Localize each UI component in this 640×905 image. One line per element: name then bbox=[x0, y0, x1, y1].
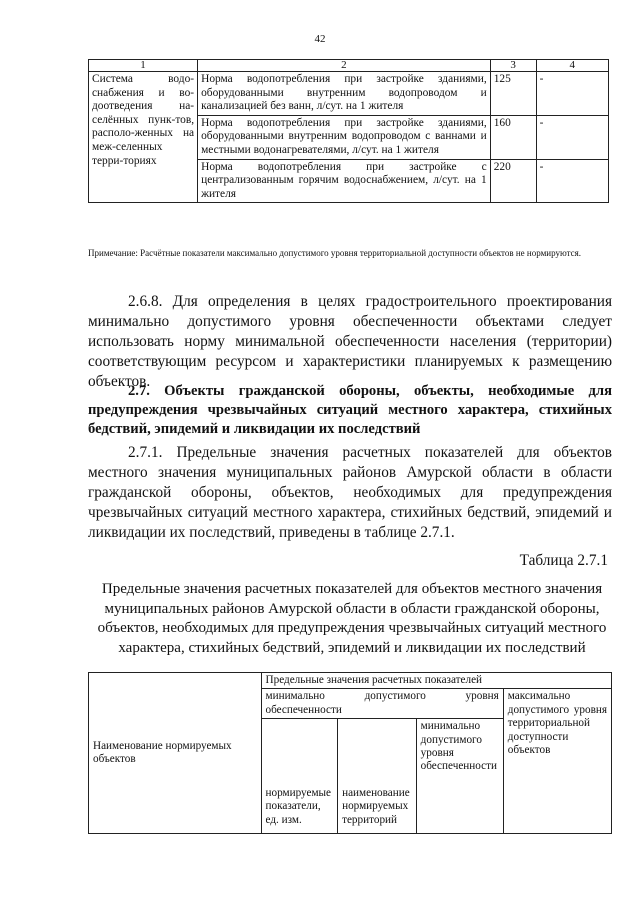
normed-indicators-header: нормируемые показатели, ед. изм. bbox=[261, 719, 338, 834]
header-cell: 2 bbox=[198, 60, 491, 72]
min-level-header: минимально допустимого уровня обеспеченности bbox=[261, 689, 503, 719]
accessibility-cell: - bbox=[536, 115, 608, 159]
value-cell: 125 bbox=[490, 72, 536, 116]
normed-territories-header: наименование нормируемых территорий bbox=[338, 719, 417, 834]
norm-cell: Норма водопотребления при застройке зданиями, оборудованными внутренним водопроводом с ваннами и местными водонагревателями, л/сут. на 1 жителя bbox=[198, 115, 491, 159]
table-label: Таблица 2.7.1 bbox=[519, 552, 608, 569]
paragraph-text: 2.6.8. Для определения в целях градостроительного проектирования минимально допустимого уровня обеспеченности объектами следует использовать норму минимальной обеспеченности населения (территории) соответствующим ресурсом и характеристики планируемых к размещению объектов. bbox=[88, 293, 612, 390]
heading-text: 2.7. Объекты гражданской обороны, объекты, необходимые для предупреждения чрезвычайных ситуаций местного характера, стихийных бедствий, эпидемий и ликвидации их последствий bbox=[88, 383, 612, 437]
value-cell: 220 bbox=[490, 159, 536, 203]
paragraph-2-6-8 bbox=[88, 292, 612, 392]
water-norms-table bbox=[88, 59, 609, 203]
civil-defense-table bbox=[88, 672, 612, 834]
object-name-header: Наименование нормируемых объектов bbox=[89, 673, 262, 834]
table-header-row bbox=[89, 60, 609, 72]
paragraph-text: 2.7.1. Предельные значения расчетных показателей для объектов местного значения муниципальных районов Амурской области в области гражданской обороны, объектов, необходимых для предупреждения чрезвычайных ситуаций местного характера, стихийных бедствий, эпидемий и ликвидации их последствий, приведены в таблице 2.7.1. bbox=[88, 444, 612, 541]
norm-cell: Норма водопотребления при застройке с централизованным горячим водоснабжением, л/сут. на 1 жителя bbox=[198, 159, 491, 203]
table-note: Примечание: Расчётные показатели максимально допустимого уровня территориальной доступности объектов не нормируются. bbox=[88, 248, 582, 258]
table-row bbox=[89, 72, 609, 116]
max-level-header: максимально допустимого уровня территориальной доступности объектов bbox=[503, 689, 611, 834]
table-caption: Предельные значения расчетных показателей для объектов местного значения муниципальных районов Амурской области в области гражданской обороны, объектов, необходимых для предупреждения чрезвычайных ситуаций местного характера, стихийных бедствий, эпидемий и ликвидации их последствий bbox=[97, 581, 607, 656]
header-cell: 4 bbox=[536, 60, 608, 72]
header-cell: 3 bbox=[490, 60, 536, 72]
object-name-cell: Система водо-снабжения и во-доотведения на-селённых пунк-тов, располо-женных на меж-селенных терри-ториях bbox=[89, 72, 198, 203]
min-provision-header: минимально допустимого уровня обеспеченности bbox=[416, 719, 503, 834]
group-header: Предельные значения расчетных показателей bbox=[261, 673, 611, 689]
paragraph-2-7-1 bbox=[88, 443, 612, 543]
section-heading bbox=[88, 382, 612, 439]
header-cell: 1 bbox=[89, 60, 198, 72]
norm-cell: Норма водопотребления при застройке зданиями, оборудованными внутренним водопроводом и канализацией без ванн, л/сут. на 1 жителя bbox=[198, 72, 491, 116]
accessibility-cell: - bbox=[536, 72, 608, 116]
value-cell: 160 bbox=[490, 115, 536, 159]
accessibility-cell: - bbox=[536, 159, 608, 203]
table-header-row bbox=[89, 673, 612, 689]
page-number: 42 bbox=[314, 33, 326, 45]
